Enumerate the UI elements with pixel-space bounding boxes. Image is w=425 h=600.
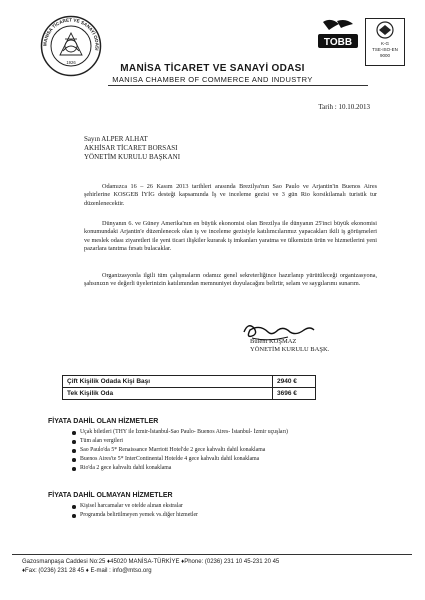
excluded-services-heading: FİYATA DAHİL OLMAYAN HİZMETLER — [48, 492, 173, 499]
seal-year: 1926 — [66, 60, 76, 65]
list-item: Sao Paulo'da 5* Renaissance Marriott Hotel'de 2 gece kahvaltı dahil konaklama — [72, 446, 288, 455]
letter-date: Tarih : 10.10.2013 — [318, 103, 370, 111]
list-item: Programda belirtilmeyen yemek vs.diğer hizmetler — [72, 511, 198, 520]
tse-line-1: K-G — [380, 41, 389, 46]
paragraph-1-text: Odamızca 16 – 26 Kasım 2013 tarihleri arasında Brezilya'nın Sao Paulo ve Arjantin'in Buenos Aires şehirlerine KOSGEB İYİG desteği kapsamında İş ve inceleme gezisi ve 3 gün Rio korsikilamalı turistik tur düzenlenecektir. — [84, 183, 377, 207]
org-name: MANİSA TİCARET VE SANAYİ ODASI — [120, 63, 305, 74]
header-divider — [108, 85, 368, 86]
price-label: Tek Kişilik Oda — [63, 388, 273, 400]
footer-contact: ♦Fax: (0236) 231 28 45 ♦ E-mail : info@mtso.org — [22, 568, 152, 574]
tobb-logo — [317, 18, 359, 56]
paragraph-3-text: Organizasyonla ilgili tüm çalışmaların odamız genel sekreterliğince hazırlanıp yürütüleceği organizasyona, şahsınızın ve değerli üyelerinizin katılımından memnuniyet duyulacağını belirtir, selam ve saygılarımı sunarım. — [84, 272, 377, 288]
list-item: Rio'da 2 gece kahvaltı dahil konaklama — [72, 464, 288, 473]
list-item: Uçak biletleri (THY ile İzmir-İstanbul-Sao Paulo- Buenos Aires- İstanbul- İzmir uçuşları) — [72, 428, 288, 437]
recipient-title: YÖNETİM KURULU BAŞKANI — [84, 153, 181, 161]
price-value: 3696 € — [273, 388, 316, 400]
tse-line-2: TSE-ISO-EN — [372, 47, 398, 52]
price-value: 2940 € — [273, 376, 316, 388]
tse-mark-icon — [373, 21, 397, 39]
excluded-services-list — [72, 502, 198, 520]
price-label: Çift Kişilik Odada Kişi Başı — [63, 376, 273, 388]
paragraph-3 — [84, 272, 377, 289]
partner-logos — [317, 18, 405, 66]
price-table — [62, 375, 316, 400]
footer-divider — [12, 554, 412, 555]
included-services-heading: FİYATA DAHİL OLAN HİZMETLER — [48, 418, 159, 425]
recipient-organization: AKHİSAR TİCARET BORSASI — [84, 144, 178, 152]
footer-address: Gazosmanpaşa Caddesi No:25 ♦45020 MANİSA-TÜRKİYE ♦Phone: (0236) 231 10 45-231 20 45 — [22, 559, 280, 565]
recipient-name: Sayın ALPER ALHAT — [84, 135, 148, 143]
list-item: Kişisel harcamalar ve otelde alınan ekstralar — [72, 502, 198, 511]
list-item: Tüm alan vergileri — [72, 437, 288, 446]
org-name-english: MANISA CHAMBER OF COMMERCE AND INDUSTRY — [112, 75, 313, 84]
table-row — [63, 376, 316, 388]
list-item: Buenos Aires'te 5* InterContinental Hotelde 4 gece kahvaltı dahil konaklama — [72, 455, 288, 464]
table-row — [63, 388, 316, 400]
signer-name: Bülent KOŞMAZ — [250, 338, 297, 345]
signer-title: YÖNETİM KURULU BAŞK. — [250, 346, 330, 353]
paragraph-2-text: Dünyanın 6. ve Güney Amerika'nın en büyük ekonomisi olan Brezilya ile dünyanın 25'inci büyük ekonomisi konumundaki Arjantin'e düzenlenecek olan iş ve inceleme gezisiyle katılımcılarımız yapacakları ikili iş görüşmeleri ve meslek odası ziyaretleri ile yeni ticari ilişkiler kurarak iş imkanları yaratma ve ülkemizin ürün ve hizmetlerini yeni pazarlara tanıtma fırsatı bulacaklar. — [84, 220, 377, 253]
seal-ring-text: MANİSA TİCARET VE SANAYİ ODASI — [42, 17, 100, 51]
tse-line-3: 9000 — [379, 53, 390, 58]
paragraph-1 — [84, 183, 377, 208]
recipient-block — [84, 135, 180, 162]
included-services-list — [72, 428, 288, 473]
tse-iso-badge — [365, 18, 405, 66]
paragraph-2 — [84, 220, 377, 254]
signer-block — [250, 338, 329, 354]
tobb-label: TOBB — [323, 37, 353, 48]
